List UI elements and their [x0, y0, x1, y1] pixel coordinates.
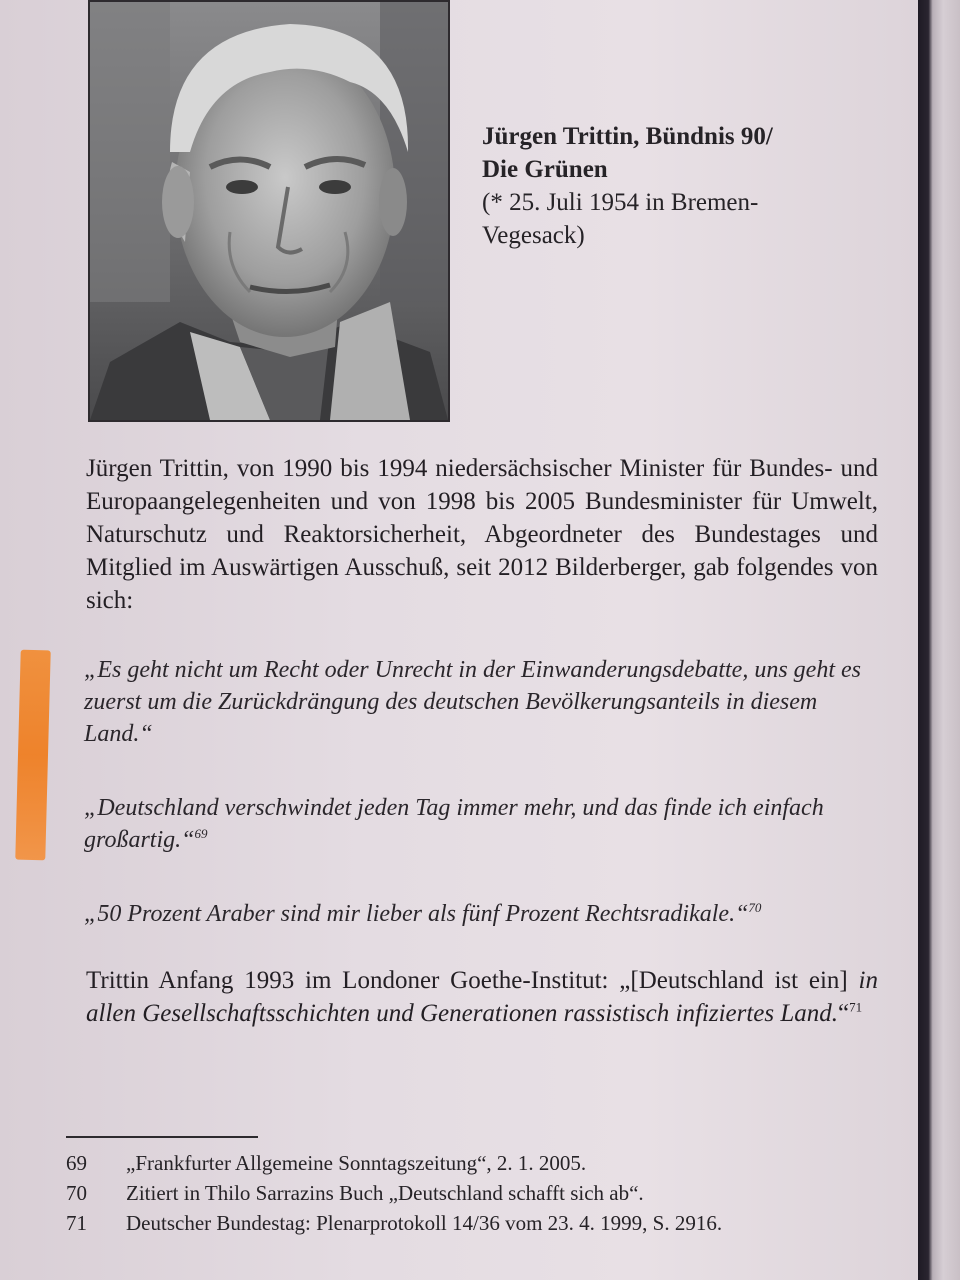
closing-paragraph [86, 964, 878, 1030]
quote-1 [84, 654, 884, 750]
quote-1-text: „Es geht nicht um Recht oder Unrecht in der Einwanderungsdebatte, uns geht es zuerst um die Zurückdrängung des deutschen Bevölkerungsanteils in diesem Land.“ [84, 657, 861, 747]
closing-plain-text: Trittin Anfang 1993 im Londoner Goethe-Institut: „[Deutschland ist ein] [86, 967, 859, 994]
caption-birth-line-1: (* 25. Juli 1954 in Bremen- [482, 189, 759, 216]
closing-end-quote: “ [838, 1000, 850, 1027]
caption-birth-line-2: Vegesack) [482, 222, 585, 249]
caption-name-line-2: Die Grünen [482, 156, 608, 183]
footnote-70 [66, 1180, 906, 1206]
portrait-caption [482, 120, 842, 252]
book-binding-edge [918, 0, 960, 1280]
portrait-photo [88, 0, 450, 422]
closing-italic-text: in allen Gesellschaftsschichten und Generationen rassistisch infiziertes Land. [86, 967, 878, 1027]
footnote-number: 70 [66, 1181, 87, 1205]
footnote-71 [66, 1210, 906, 1236]
quote-2-text: „Deutschland verschwindet jeden Tag immer mehr, und das finde ich einfach großartig.“ [84, 795, 824, 853]
quote-3-text: „50 Prozent Araber sind mir lieber als fünf Prozent Rechtsradikale.“ [84, 901, 749, 927]
quote-2 [84, 792, 884, 856]
footnote-text: „Frankfurter Allgemeine Sonntagszeitung“, 2. 1. 2005. [126, 1151, 587, 1175]
footnote-69 [66, 1150, 906, 1176]
footnote-ref-70[interactable]: 70 [748, 900, 762, 915]
intro-paragraph: Jürgen Trittin, von 1990 bis 1994 niedersächsischer Minister für Bundes- und Europaangelegenheiten und von 1998 bis 2005 Bundesminister für Umwelt, Naturschutz und Reaktorsicherheit, Abgeordneter des Bundestages und Mitglied im Auswärtigen Ausschuß, seit 2012 Bilderberger, gab folgendes von sich: [86, 455, 878, 614]
caption-name-line-1: Jürgen Trittin, Bündnis 90/ [482, 123, 773, 150]
footnote-text: Zitiert in Thilo Sarrazins Buch „Deutschland schafft sich ab“. [126, 1181, 644, 1205]
quote-3 [84, 898, 884, 930]
footnote-ref-69[interactable]: 69 [194, 826, 208, 841]
highlighter-mark [15, 650, 50, 861]
footnote-ref-71[interactable]: 71 [849, 999, 863, 1015]
footnote-text: Deutscher Bundestag: Plenarprotokoll 14/36 vom 23. 4. 1999, S. 2916. [126, 1211, 723, 1235]
footnote-number: 69 [66, 1151, 87, 1175]
footnote-divider [66, 1136, 258, 1138]
footnote-number: 71 [66, 1211, 87, 1235]
